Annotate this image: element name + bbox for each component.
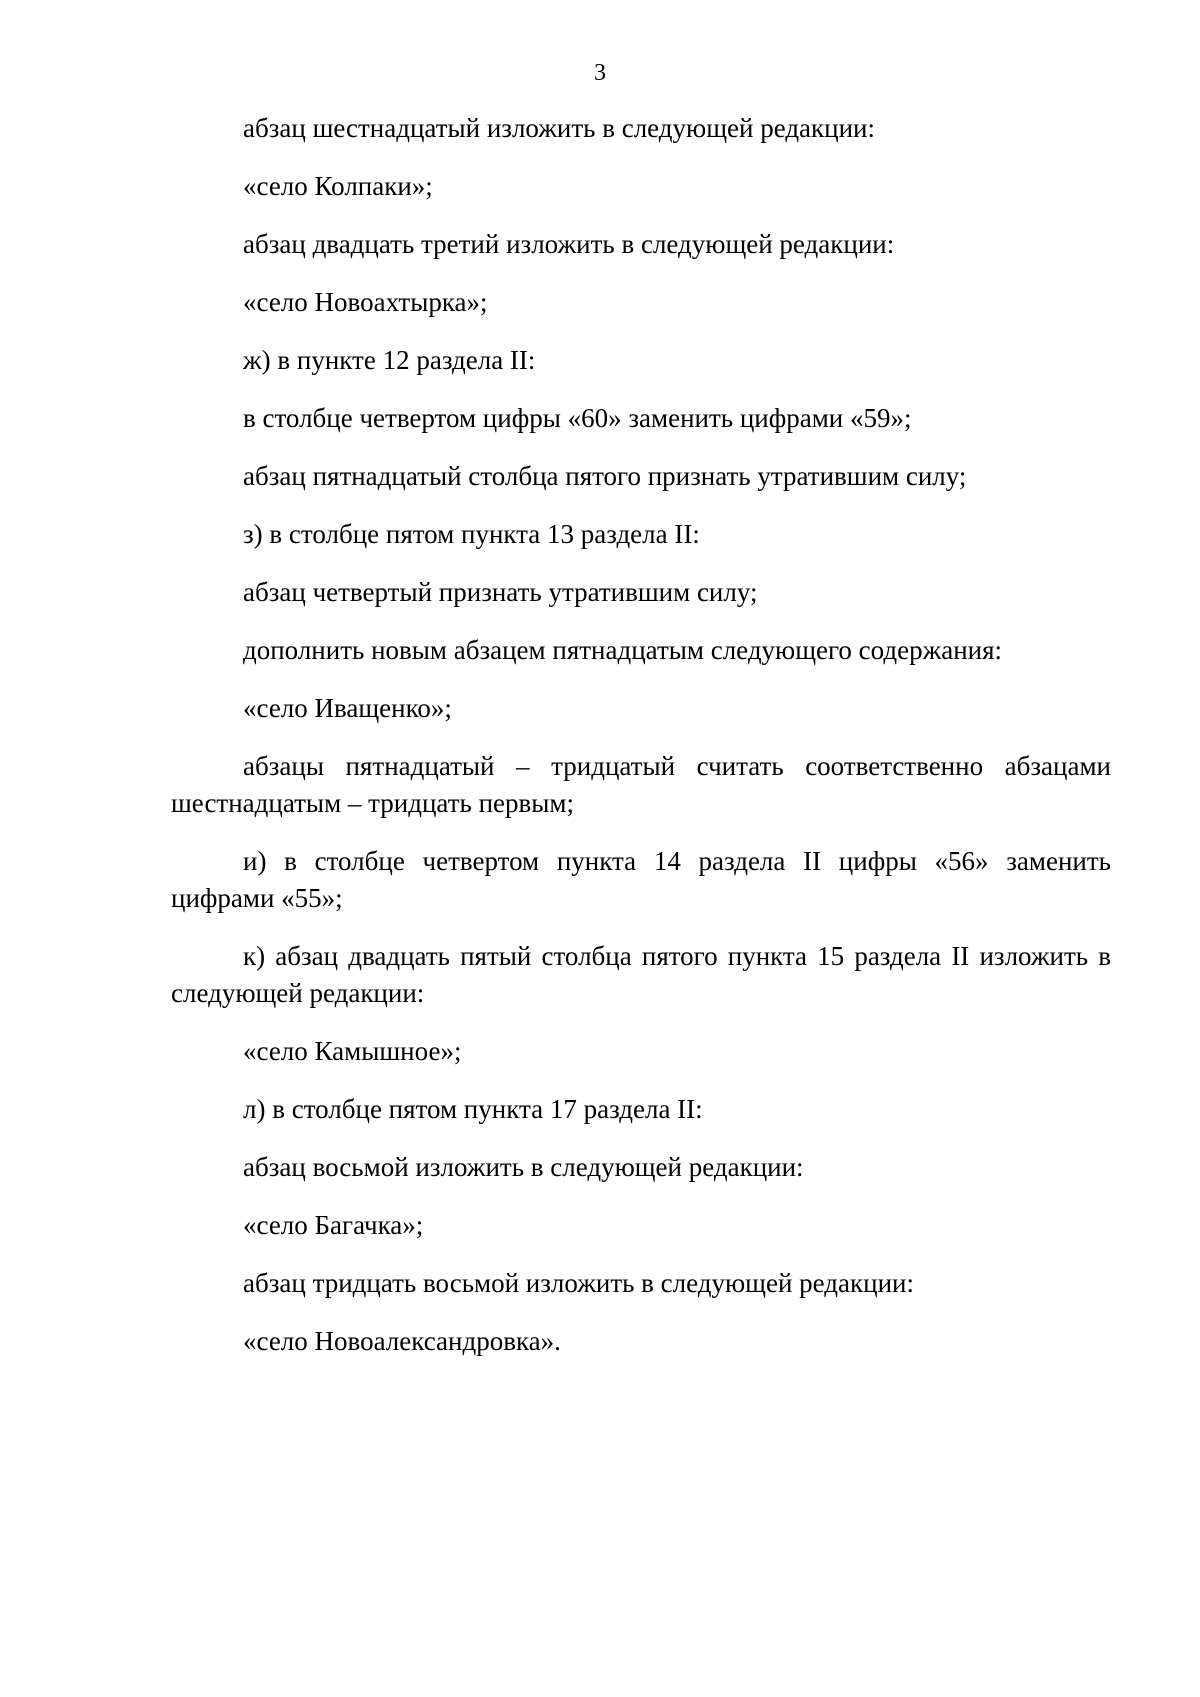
paragraph: з) в столбце пятом пункта 13 раздела II: (243, 519, 700, 549)
paragraph: л) в столбце пятом пункта 17 раздела II: (243, 1094, 703, 1124)
paragraph: абзац шестнадцатый изложить в следующей редакции: (243, 113, 876, 143)
document-body (171, 110, 1111, 1381)
paragraph: «село Новоахтырка»; (243, 287, 488, 317)
paragraph: и) в столбце четвертом пункта 14 раздела II цифры «56» заменить цифрами «55»; (171, 846, 1111, 913)
paragraph: «село Новоалександровка». (243, 1326, 561, 1356)
paragraph: ж) в пункте 12 раздела II: (243, 345, 536, 375)
paragraph: в столбце четвертом цифры «60» заменить цифрами «59»; (243, 403, 912, 433)
paragraph: «село Колпаки»; (243, 171, 433, 201)
paragraph: абзацы пятнадцатый – тридцатый считать соответственно абзацами шестнадцатым – тридцать первым; (171, 751, 1111, 818)
page-number: 3 (594, 60, 606, 86)
paragraph: абзац пятнадцатый столбца пятого признать утратившим силу; (243, 461, 967, 491)
paragraph: к) абзац двадцать пятый столбца пятого пункта 15 раздела II изложить в следующей редакции: (171, 941, 1111, 1008)
paragraph: абзац восьмой изложить в следующей редакции: (243, 1152, 804, 1182)
paragraph: абзац четвертый признать утратившим силу; (243, 577, 758, 607)
paragraph: дополнить новым абзацем пятнадцатым следующего содержания: (243, 635, 1003, 665)
paragraph: абзац тридцать восьмой изложить в следующей редакции: (243, 1268, 914, 1298)
paragraph: «село Иващенко»; (243, 693, 452, 723)
paragraph: «село Камышное»; (243, 1036, 462, 1066)
paragraph: абзац двадцать третий изложить в следующей редакции: (243, 229, 895, 259)
paragraph: «село Багачка»; (243, 1210, 424, 1240)
